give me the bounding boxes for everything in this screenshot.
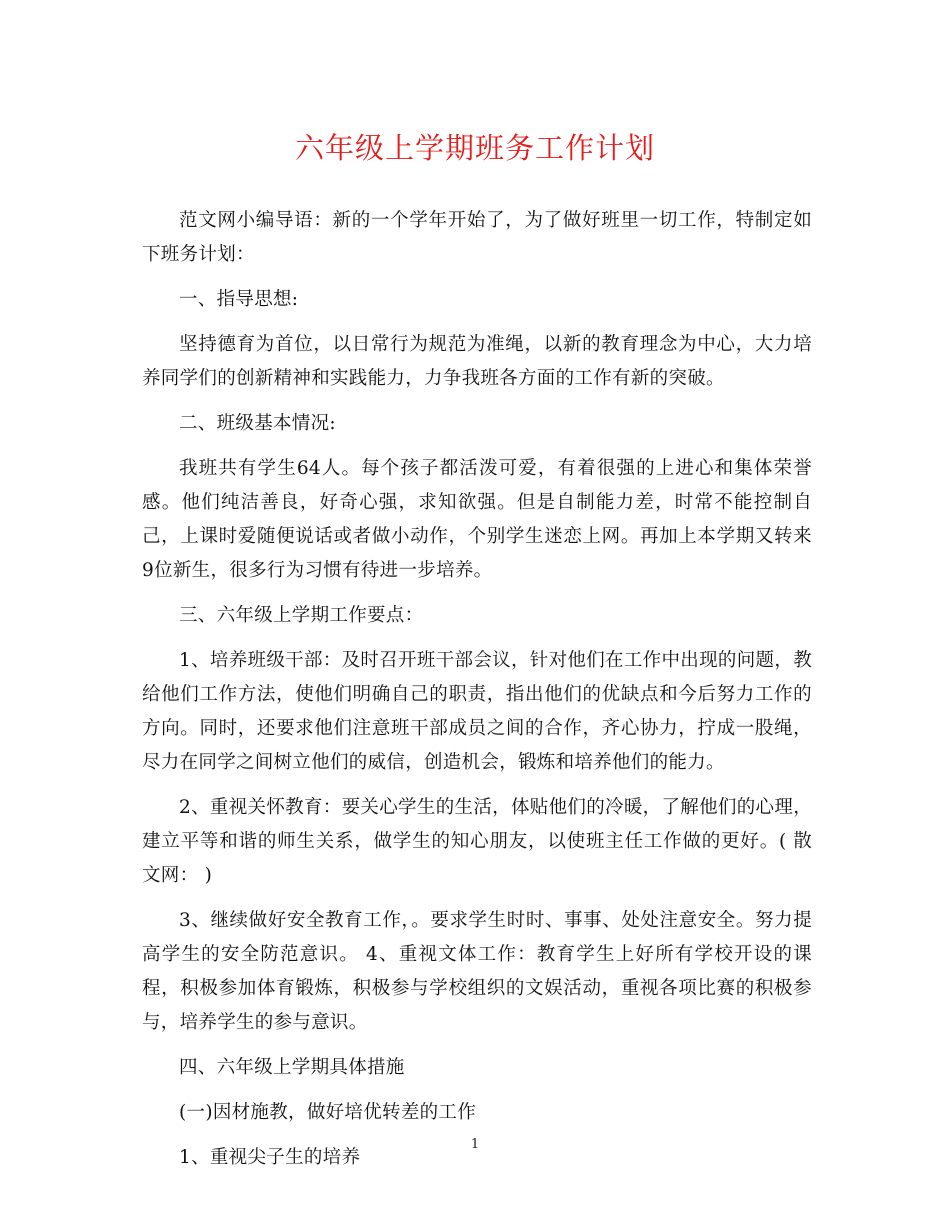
page-number: 1 xyxy=(470,1137,480,1152)
heading-class-basics: 二、班级基本情况: xyxy=(179,413,336,434)
heading-work-points: 三、六年级上学期工作要点： xyxy=(179,605,424,626)
paragraph-guiding-ideology: 坚持德育为首位，以日常行为规范为准绳，以新的教育理念为中心，大力培养同学们的创新精神和实践能力，力争我班各方面的工作有新的突破。 xyxy=(142,334,812,389)
subheading-individualized-teaching: (一)因材施教，做好培优转差的工作 xyxy=(179,1102,477,1123)
document-body xyxy=(142,204,812,1186)
paragraph-class-basics: 我班共有学生64人。每个孩子都活泼可爱，有着很强的上进心和集体荣誉感。他们纯洁善良，好奇心强，求知欲强。但是自制能力差，时常不能控制自己，上课时爱随便说话或者做小动作，个别学生迷恋上网。再加上本学期又转来9位新生，很多行为习惯有待进一步培养。 xyxy=(142,458,812,581)
paragraph-work-point-3-4: 3、继续做好安全教育工作，。要求学生时时、事事、处处注意安全。努力提高学生的安全防范意识。 4、重视文体工作：教育学生上好所有学校开设的课程，积极参加体育锻炼，积极参与学校组织的文娱活动，重视各项比赛的积极参与，培养学生的参与意识。 xyxy=(142,910,812,1033)
paragraph-intro: 范文网小编导语：新的一个学年开始了，为了做好班里一切工作，特制定如下班务计划： xyxy=(142,210,812,265)
document-title: 六年级上学期班务工作计划 xyxy=(294,131,655,165)
paragraph-work-point-2: 2、重视关怀教育：要关心学生的生活，体贴他们的冷暖，了解他们的心理，建立平等和谐的师生关系，做学生的知心朋友，以使班主任工作做的更好。( 散文网： ) xyxy=(142,797,812,886)
heading-specific-measures: 四、六年级上学期具体措施 xyxy=(179,1057,405,1078)
paragraph-work-point-1: 1、培养班级干部：及时召开班干部会议，针对他们在工作中出现的问题，教给他们工作方法，使他们明确自己的职责，指出他们的优缺点和今后努力工作的方向。同时，还要求他们注意班干部成员之间的合作，齐心协力，拧成一股绳，尽力在同学之间树立他们的威信，创造机会，锻炼和培养他们的能力。 xyxy=(142,650,812,773)
heading-guiding-ideology: 一、指导思想: xyxy=(179,289,299,310)
item-top-students: 1、重视尖子生的培养 xyxy=(179,1147,361,1168)
